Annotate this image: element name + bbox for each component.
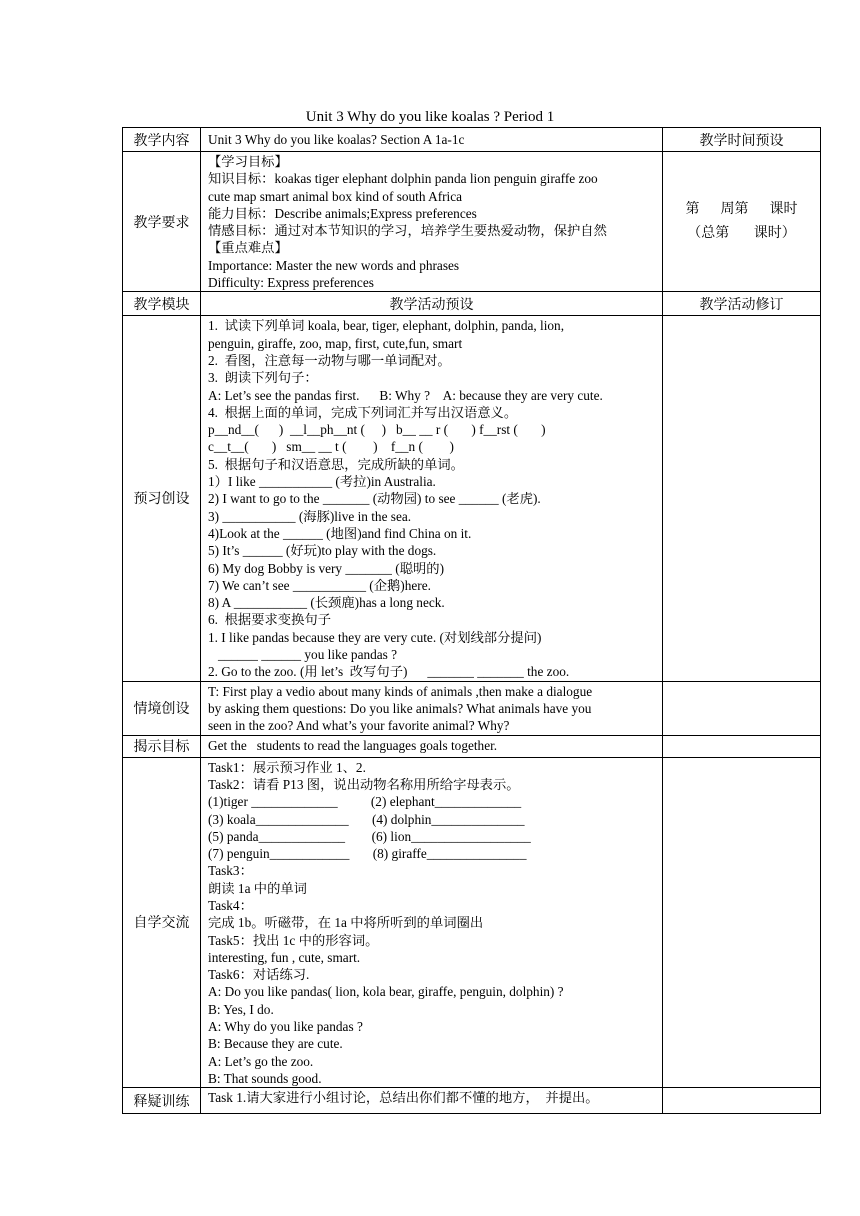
selfstudy-line: 朗读 1a 中的单词 bbox=[208, 880, 307, 896]
label-selfstudy: 自学交流 bbox=[123, 757, 201, 1088]
activity-revision-header: 教学活动修订 bbox=[663, 292, 821, 316]
preview-line: 5) It’s ______ (好玩)to play with the dogs. bbox=[208, 543, 437, 559]
label-content: 教学内容 bbox=[123, 128, 201, 152]
selfstudy-line: Task3： bbox=[208, 863, 253, 879]
preview-line: 4. 根据上面的单词，完成下列词汇并写出汉语意义。 bbox=[208, 404, 518, 420]
selfstudy-line: (5) panda_____________ (6) lion__________________ bbox=[208, 828, 531, 844]
selfstudy-line: Task6：对话练习. bbox=[208, 967, 310, 983]
selfstudy-revision-cell bbox=[663, 757, 821, 1088]
row-preview bbox=[123, 316, 821, 681]
selfstudy-line: Task4： bbox=[208, 897, 253, 913]
content-value bbox=[201, 128, 663, 152]
selfstudy-line: 完成 1b。听磁带，在 1a 中将所听到的单词圈出 bbox=[208, 915, 484, 931]
selfstudy-line: B: That sounds good. bbox=[208, 1070, 322, 1086]
time-plan-header: 教学时间预设 bbox=[663, 128, 821, 152]
lesson-plan-table bbox=[122, 127, 821, 1114]
preview-cell bbox=[201, 316, 663, 681]
label-doubt: 释疑训练 bbox=[123, 1088, 201, 1114]
preview-line: p__nd__( ) __l__ph__nt ( ) b__ __ r ( ) f__rst ( ) bbox=[208, 422, 546, 438]
preview-line: ______ ______ you like pandas ? bbox=[208, 647, 398, 663]
selfstudy-line: A: Do you like pandas( lion, kola bear, giraffe, penguin, dolphin) ? bbox=[208, 984, 564, 1000]
row-doubt bbox=[123, 1088, 821, 1114]
preview-line: penguin, giraffe, zoo, map, first, cute,fun, smart bbox=[208, 335, 463, 351]
situation-cell bbox=[201, 681, 663, 735]
preview-line: 3. 朗读下列句子： bbox=[208, 370, 318, 386]
preview-line: 2) I want to go to the _______ (动物园) to see ______ (老虎). bbox=[208, 491, 541, 507]
label-preview: 预习创设 bbox=[123, 316, 201, 681]
label-goals: 揭示目标 bbox=[123, 735, 201, 757]
preview-line: 1. 试读下列单词 koala, bear, tiger, elephant, dolphin, panda, lion, bbox=[208, 318, 565, 334]
preview-line: A: Let’s see the pandas first. B: Why ? A: because they are very cute. bbox=[208, 387, 603, 403]
goals-text: Get the students to read the languages goals together. bbox=[208, 737, 498, 753]
req-line: 情感目标：通过对本节知识的学习，培养学生要热爱动物，保护自然 bbox=[208, 223, 607, 239]
row-goals bbox=[123, 735, 821, 757]
doubt-revision-cell bbox=[663, 1088, 821, 1114]
preview-line: c__t__( ) sm__ __ t ( ) f__n ( ) bbox=[208, 439, 454, 455]
page-title: Unit 3 Why do you like koalas ? Period 1 bbox=[305, 109, 555, 125]
selfstudy-line: A: Why do you like pandas ? bbox=[208, 1019, 363, 1035]
situation-line: T: First play a vedio about many kinds of animals ,then make a dialogue bbox=[208, 683, 593, 699]
label-situation: 情境创设 bbox=[123, 681, 201, 735]
row-content bbox=[123, 128, 821, 152]
goals-cell bbox=[201, 735, 663, 757]
schedule-week-line: 第 周第 课时 bbox=[685, 201, 798, 217]
label-requirements: 教学要求 bbox=[123, 152, 201, 292]
label-module: 教学模块 bbox=[123, 292, 201, 316]
preview-revision-cell bbox=[663, 316, 821, 681]
row-requirements bbox=[123, 152, 821, 292]
row-module bbox=[123, 292, 821, 316]
preview-line: 5. 根据句子和汉语意思，完成所缺的单词。 bbox=[208, 456, 464, 472]
req-line: 【学习目标】 bbox=[208, 154, 288, 169]
activity-plan-header: 教学活动预设 bbox=[201, 292, 663, 316]
req-line: 能力目标：Describe animals;Express preferences bbox=[208, 205, 477, 221]
preview-line: 3) ___________ (海豚)live in the sea. bbox=[208, 508, 412, 524]
situation-revision-cell bbox=[663, 681, 821, 735]
preview-line: 8) A ___________ (长颈鹿)has a long neck. bbox=[208, 595, 445, 611]
doubt-cell bbox=[201, 1088, 663, 1114]
selfstudy-line: Task1：展示预习作业 1、2. bbox=[208, 759, 366, 775]
preview-line: 4)Look at the ______ (地图)and find China on it. bbox=[208, 525, 472, 541]
row-selfstudy bbox=[123, 757, 821, 1088]
requirements-cell bbox=[201, 152, 663, 292]
selfstudy-line: Task2：请看 P13 图，说出动物名称用所给字母表示。 bbox=[208, 776, 520, 792]
content-text: Unit 3 Why do you like koalas? Section A 1a-1c bbox=[208, 132, 465, 148]
selfstudy-line: (1)tiger _____________ (2) elephant_____________ bbox=[208, 794, 522, 810]
selfstudy-line: B: Yes, I do. bbox=[208, 1001, 274, 1017]
preview-line: 2. Go to the zoo. (用 let’s 改写句子) _______ _______ the zoo. bbox=[208, 664, 570, 680]
row-situation bbox=[123, 681, 821, 735]
req-line: 【重点难点】 bbox=[208, 240, 288, 256]
preview-line: 2. 看图，注意每一动物与哪一单词配对。 bbox=[208, 352, 451, 368]
req-line: 知识目标：koakas tiger elephant dolphin panda lion penguin giraffe zoo bbox=[208, 171, 598, 187]
selfstudy-line: (7) penguin____________ (8) giraffe_______________ bbox=[208, 846, 527, 862]
goals-revision-cell bbox=[663, 735, 821, 757]
preview-line: 1）I like ___________ (考拉)in Australia. bbox=[208, 474, 436, 490]
req-line: cute map smart animal box kind of south Africa bbox=[208, 188, 463, 204]
selfstudy-cell bbox=[201, 757, 663, 1088]
selfstudy-line: Task5：找出 1c 中的形容词。 bbox=[208, 932, 379, 948]
schedule-cell bbox=[663, 152, 821, 292]
preview-line: 7) We can’t see ___________ (企鹅)here. bbox=[208, 577, 431, 593]
preview-line: 6. 根据要求变换句子 bbox=[208, 612, 331, 628]
req-line: Importance: Master the new words and phrases bbox=[208, 257, 460, 273]
preview-line: 1. I like pandas because they are very cute. (对划线部分提问) bbox=[208, 629, 542, 645]
preview-line: 6) My dog Bobby is very _______ (聪明的) bbox=[208, 560, 445, 576]
schedule-total-line: （总第 课时） bbox=[687, 225, 796, 241]
req-line: Difficulty: Express preferences bbox=[208, 275, 374, 291]
doubt-text: Task 1.请大家进行小组讨论，总结出你们都不懂的地方， 并提出。 bbox=[208, 1090, 599, 1106]
situation-line: seen in the zoo? And what’s your favorite animal? Why? bbox=[208, 718, 510, 734]
selfstudy-line: interesting, fun , cute, smart. bbox=[208, 949, 361, 965]
selfstudy-line: B: Because they are cute. bbox=[208, 1036, 343, 1052]
selfstudy-line: (3) koala______________ (4) dolphin______________ bbox=[208, 811, 525, 827]
selfstudy-line: A: Let’s go the zoo. bbox=[208, 1053, 314, 1069]
situation-line: by asking them questions: Do you like animals? What animals have you bbox=[208, 700, 592, 716]
